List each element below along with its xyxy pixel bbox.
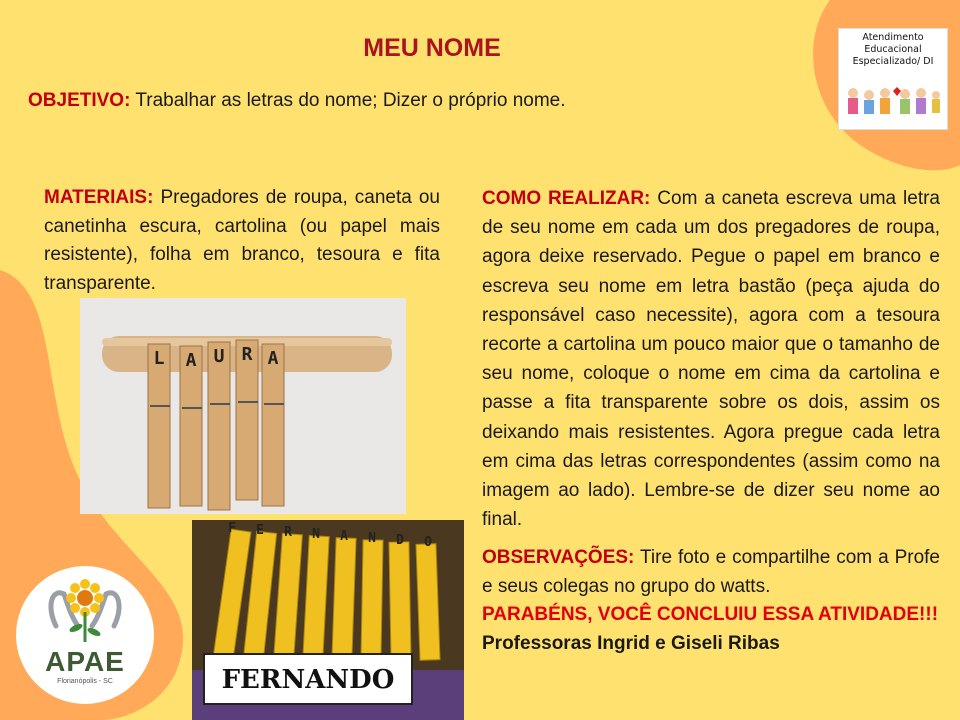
clip-letter: R [284, 525, 292, 540]
apae-logo [16, 566, 154, 704]
clip-letter: L [153, 348, 165, 369]
clip-letter: O [424, 535, 432, 550]
badge-line-3: Especializado/ DI [852, 56, 934, 67]
name-card-text: FERNANDO [221, 665, 395, 695]
how-to-paragraph [482, 184, 940, 534]
laura-clothespins-photo [80, 298, 406, 514]
signature-text: Professoras Ingrid e Giseli Ribas [482, 632, 780, 654]
apae-wordmark: APAE [45, 646, 125, 677]
instructions-column [482, 184, 940, 658]
clip-letter: A [267, 348, 279, 369]
clip-letter: F [228, 521, 236, 536]
clip-letter: N [368, 531, 376, 546]
clip-letter: E [256, 523, 264, 538]
clip-letter: N [312, 527, 320, 542]
materials-text: Pregadores de roupa, caneta ou canetinha escura, cartolina (ou papel mais resistente), folha em branco, tesoura e fita transparente. [44, 187, 440, 294]
materials-paragraph [44, 184, 440, 298]
materials-label: MATERIAIS: [44, 187, 154, 208]
congrats-text: PARABÉNS, VOCÊ CONCLUIU ESSA ATIVIDADE!!! [482, 604, 939, 626]
objective-label: OBJETIVO: [28, 90, 131, 111]
sunflower-hands-icon [16, 566, 154, 646]
observations-text: Tire foto e compartilhe com a Profe e seus colegas no grupo do watts. [482, 547, 940, 597]
apae-city: Florianópolis - SC [57, 678, 113, 685]
clip-letter: D [396, 533, 404, 548]
objective-line [28, 90, 566, 112]
clip-letter: A [340, 529, 348, 544]
children-illustration [843, 85, 943, 125]
clip-letter: R [241, 344, 253, 365]
clip-letter: U [213, 346, 225, 367]
objective-text: Trabalhar as letras do nome; Dizer o próprio nome. [130, 90, 566, 111]
how-to-label: COMO REALIZAR: [482, 188, 651, 209]
badge-line-2: Educacional [864, 44, 922, 55]
badge-line-1: Atendimento [862, 32, 924, 43]
fernando-clothespins-photo [192, 520, 464, 720]
how-to-text: Com a caneta escreva uma letra de seu nome em cada um dos pregadores de roupa, agora deixe reservado. Pegue o papel em branco e escreva seu nome em letra bastão (peça ajuda do responsável caso necessite), agora com a tesoura recorte a cartolina um pouco maior que o tamanho de seu nome, coloque o nome em cima da cartolina e passe a fita transparente sobre os dois, assim os deixando mais resistentes. Agora pregue cada letra em cima das letras correspondentes (assim como na imagem ao lado). Lembre-se de dizer seu nome ao final. [482, 188, 940, 531]
observations-paragraph [482, 544, 940, 601]
aee-badge [838, 28, 948, 130]
page-title: MEU NOME [363, 34, 501, 62]
clip-letter: A [185, 350, 197, 371]
observations-label: OBSERVAÇÕES: [482, 547, 635, 569]
